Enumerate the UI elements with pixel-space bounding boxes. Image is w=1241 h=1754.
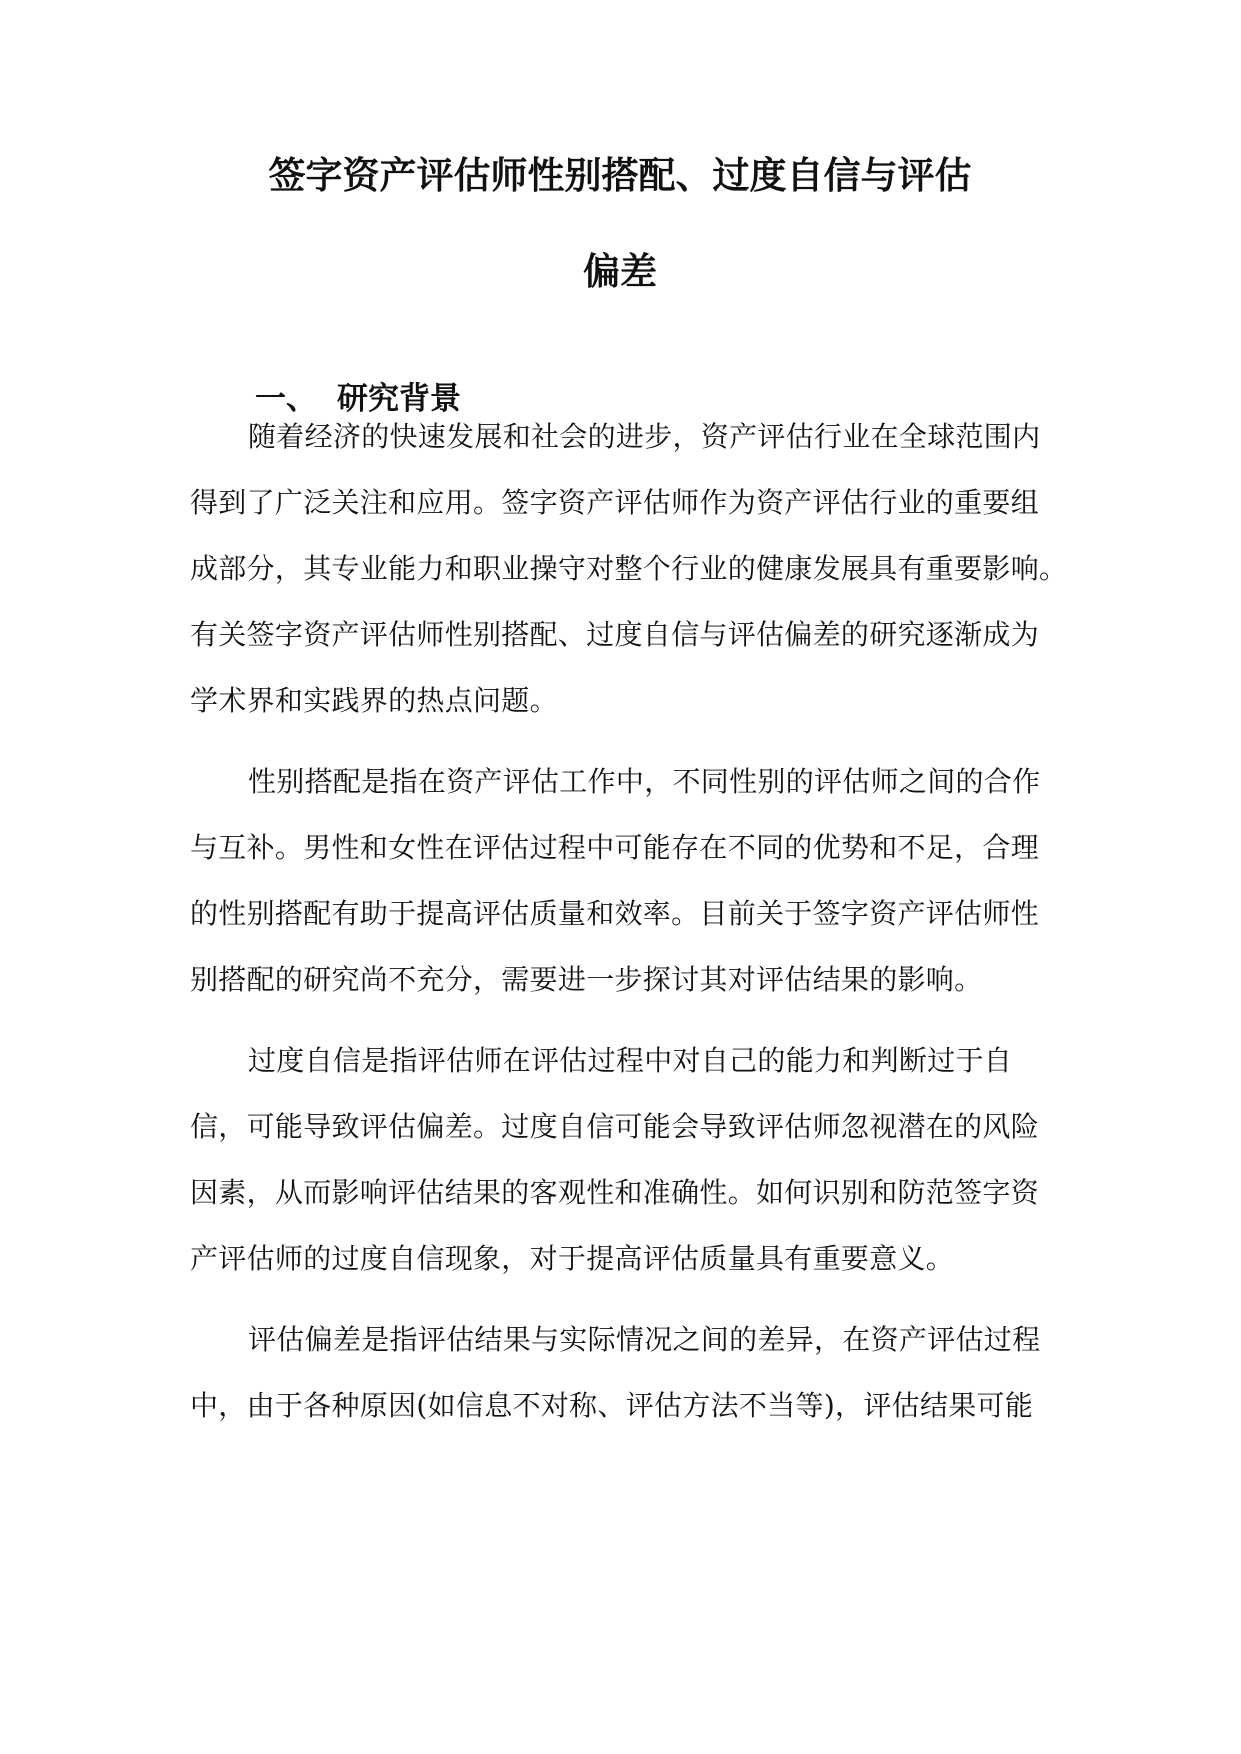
paragraph-line: 得到了广泛关注和应用。签字资产评估师作为资产评估行业的重要组: [190, 486, 1040, 519]
paragraph-line: 与互补。男性和女性在评估过程中可能存在不同的优势和不足，合理: [190, 831, 1040, 864]
section-title: 研究背景: [337, 381, 461, 417]
paragraph-line: 别搭配的研究尚不充分，需要进一步探讨其对评估结果的影响。: [190, 963, 983, 996]
paragraph-line: 产评估师的过度自信现象，对于提高评估质量具有重要意义。: [190, 1242, 955, 1275]
paragraph-line: 过度自信是指评估师在评估过程中对自己的能力和判断过于自: [248, 1044, 1013, 1077]
paragraph-line: 信，可能导致评估偏差。过度自信可能会导致评估师忽视潜在的风险: [190, 1110, 1040, 1143]
section-number: 一、: [255, 381, 317, 417]
paragraph-line: 性别搭配是指在资产评估工作中，不同性别的评估师之间的合作: [248, 765, 1041, 798]
paragraph-line: 因素，从而影响评估结果的客观性和准确性。如何识别和防范签字资: [190, 1176, 1040, 1209]
document-title-line-2: 偏差: [583, 250, 657, 293]
document-title-line-1: 签字资产评估师性别搭配、过度自信与评估: [268, 154, 972, 197]
paragraph-line: 评估偏差是指评估结果与实际情况之间的差异，在资产评估过程: [248, 1323, 1041, 1356]
paragraph-line: 的性别搭配有助于提高评估质量和效率。目前关于签字资产评估师性: [190, 897, 1040, 930]
section-heading: [255, 379, 461, 419]
paragraph-line: 随着经济的快速发展和社会的进步，资产评估行业在全球范围内: [248, 420, 1041, 453]
paragraph-line: 学术界和实践界的热点问题。: [190, 684, 558, 717]
paragraph-line: 有关签字资产评估师性别搭配、过度自信与评估偏差的研究逐渐成为: [190, 618, 1040, 651]
paragraph-line: 中，由于各种原因(如信息不对称、评估方法不当等)，评估结果可能: [190, 1389, 1034, 1422]
paragraph-line: 成部分，其专业能力和职业操守对整个行业的健康发展具有重要影响。: [190, 552, 1068, 585]
